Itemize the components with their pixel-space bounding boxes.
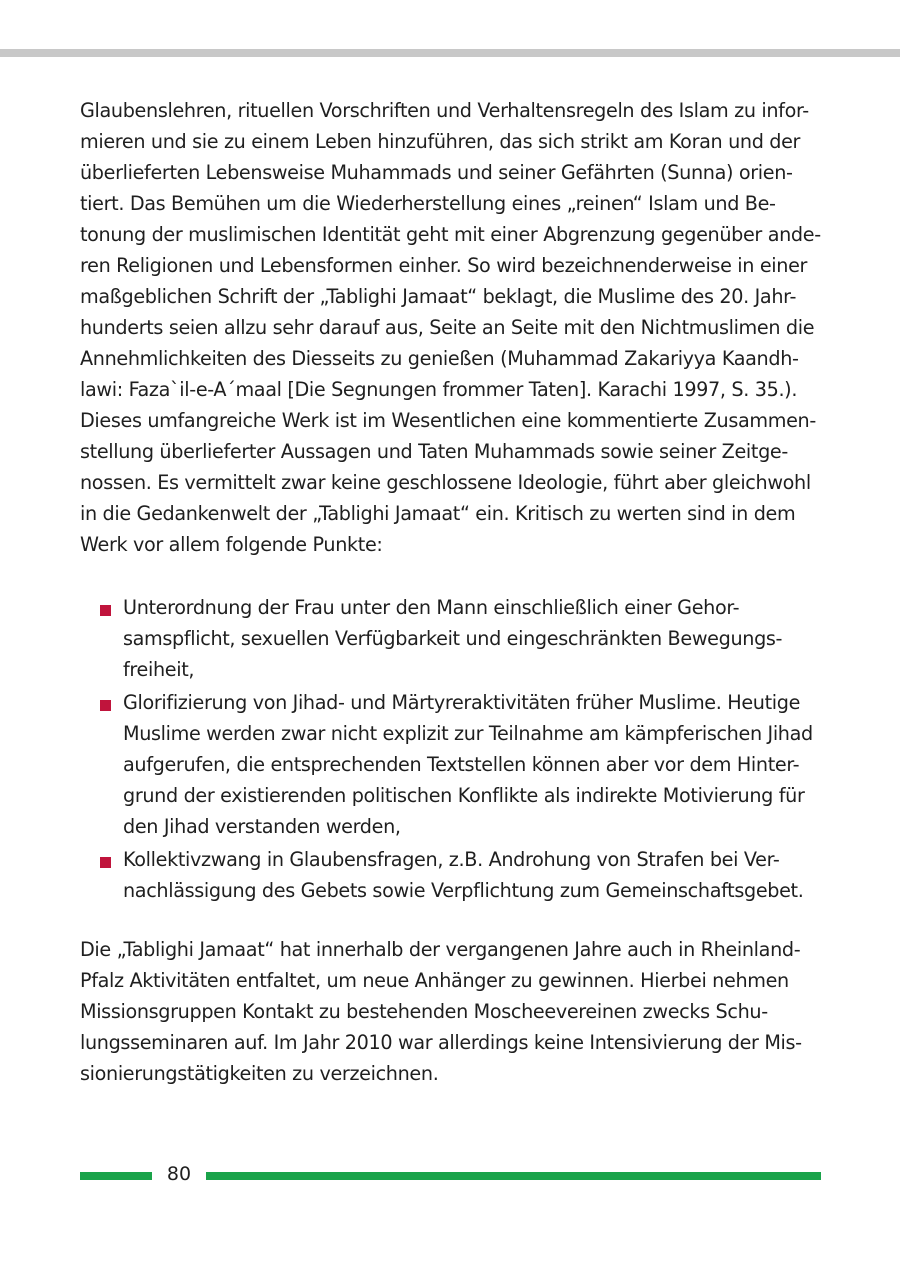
- footer-bar-right: [206, 1172, 821, 1180]
- text-line: Muslime werden zwar nicht explizit zur Teilnahme am kämpferischen Jihad: [123, 722, 813, 745]
- page-content: [80, 95, 825, 1089]
- paragraph-1: [80, 95, 825, 560]
- top-rule: [0, 49, 900, 57]
- text-line: Missionsgruppen Kontakt zu bestehenden Moscheevereinen zwecks Schu-: [80, 1000, 768, 1023]
- page-number: 80: [166, 1163, 192, 1185]
- text-line: aufgerufen, die entsprechenden Textstellen können aber vor dem Hinter-: [123, 753, 800, 776]
- text-line: nachlässigung des Gebets sowie Verpflichtung zum Gemeinschaftsgebet.: [123, 879, 804, 902]
- text-line: mieren und sie zu einem Leben hinzuführen, das sich strikt am Koran und der: [80, 130, 801, 153]
- text-line: überlieferten Lebensweise Muhammads und seiner Gefährten (Sunna) orien-: [80, 161, 793, 184]
- text-line: samspflicht, sexuellen Verfügbarkeit und eingeschränkten Bewegungs-: [123, 627, 783, 650]
- text-line: Unterordnung der Frau unter den Mann einschließlich einer Gehor-: [123, 596, 740, 619]
- text-line: Die „Tablighi Jamaat“ hat innerhalb der vergangenen Jahre auch in Rheinland-: [80, 938, 801, 961]
- text-line: lungsseminaren auf. Im Jahr 2010 war allerdings keine Intensivierung der Mis-: [80, 1031, 802, 1054]
- text-line: Werk vor allem folgende Punkte:: [80, 533, 383, 556]
- text-line: hunderts seien allzu sehr darauf aus, Seite an Seite mit den Nichtmuslimen die: [80, 316, 815, 339]
- text-line: den Jihad verstanden werden,: [123, 815, 401, 838]
- paragraph-2: [80, 934, 825, 1089]
- bullet-list: [80, 592, 825, 906]
- text-line: Kollektivzwang in Glaubensfragen, z.B. Androhung von Strafen bei Ver-: [123, 848, 780, 871]
- text-line: stellung überlieferter Aussagen und Taten Muhammads sowie seiner Zeitge-: [80, 440, 788, 463]
- text-line: tiert. Das Bemühen um die Wiederherstellung eines „reinen“ Islam und Be-: [80, 192, 776, 215]
- bullet-item: [80, 592, 825, 685]
- text-line: ren Religionen und Lebensformen einher. So wird bezeichnenderweise in einer: [80, 254, 808, 277]
- text-line: Annehmlichkeiten des Diesseits zu genießen (Muhammad Zakariyya Kaandh-: [80, 347, 799, 370]
- text-line: maßgeblichen Schrift der „Tablighi Jamaat“ beklagt, die Muslime des 20. Jahr-: [80, 285, 797, 308]
- text-line: grund der existierenden politischen Konflikte als indirekte Motivierung für: [123, 784, 805, 807]
- text-line: lawi: Faza`il-e-A´maal [Die Segnungen frommer Taten]. Karachi 1997, S. 35.).: [80, 378, 798, 401]
- footer-bar-left: [80, 1172, 152, 1180]
- text-line: nossen. Es vermittelt zwar keine geschlossene Ideologie, führt aber gleichwohl: [80, 471, 811, 494]
- text-line: Glorifizierung von Jihad- und Märtyreraktivitäten früher Muslime. Heutige: [123, 691, 801, 714]
- text-line: freiheit,: [123, 658, 195, 681]
- bullet-item: [80, 687, 825, 842]
- text-line: Pfalz Aktivitäten entfaltet, um neue Anhänger zu gewinnen. Hierbei nehmen: [80, 969, 789, 992]
- square-bullet-icon: [100, 605, 111, 616]
- text-line: in die Gedankenwelt der „Tablighi Jamaat“ ein. Kritisch zu werten sind in dem: [80, 502, 796, 525]
- text-line: Glaubenslehren, rituellen Vorschriften und Verhaltensregeln des Islam zu infor-: [80, 99, 809, 122]
- bullet-item: [80, 844, 825, 906]
- square-bullet-icon: [100, 857, 111, 868]
- text-line: Dieses umfangreiche Werk ist im Wesentlichen eine kommentierte Zusammen-: [80, 409, 816, 432]
- text-line: tonung der muslimischen Identität geht mit einer Abgrenzung gegenüber ande-: [80, 223, 821, 246]
- square-bullet-icon: [100, 700, 111, 711]
- text-line: sionierungstätigkeiten zu verzeichnen.: [80, 1062, 439, 1085]
